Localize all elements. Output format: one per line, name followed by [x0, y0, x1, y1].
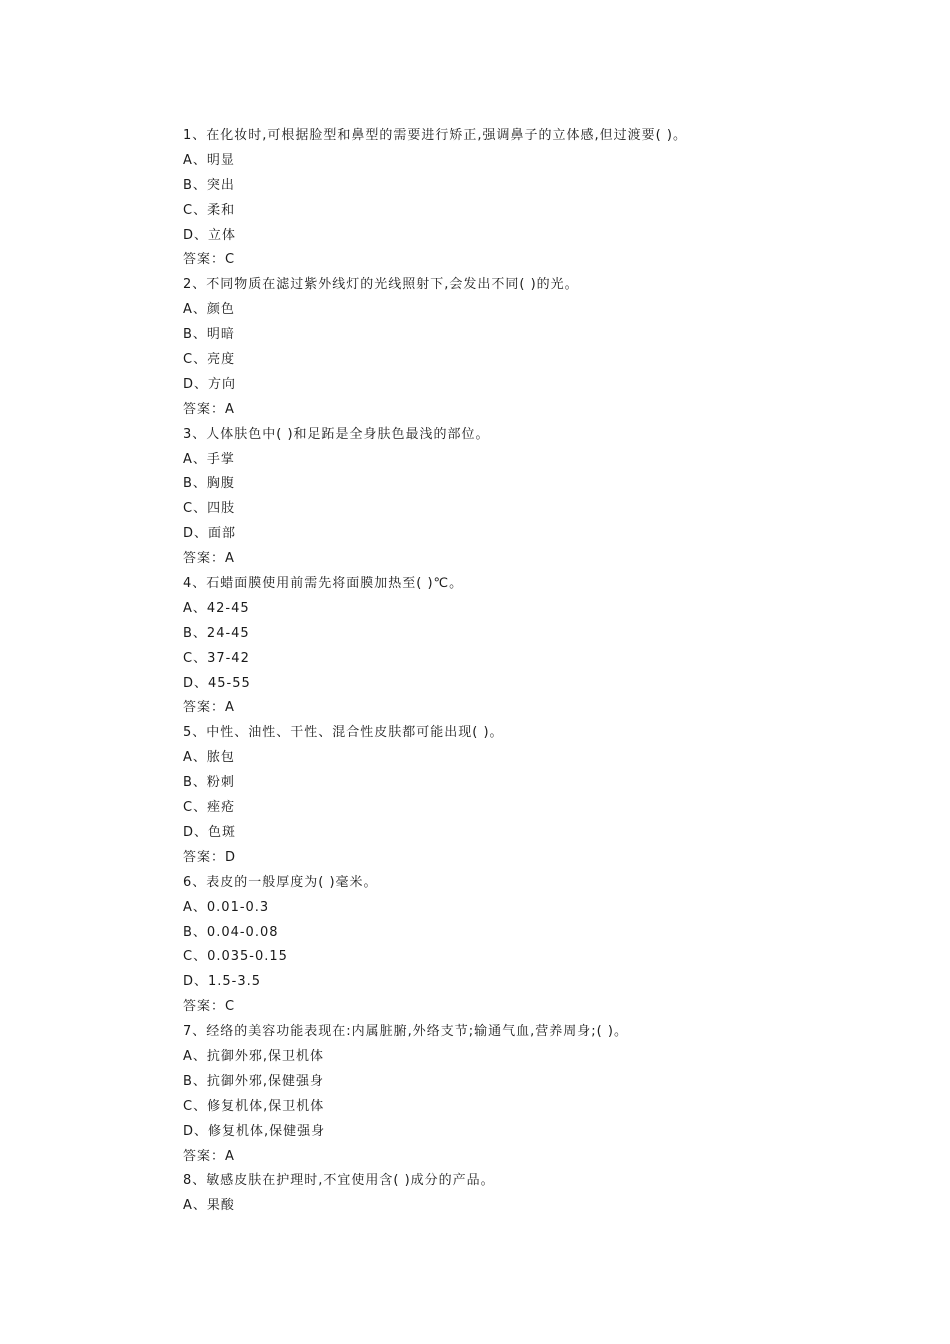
- question-3-option-c: C、四肢: [183, 501, 236, 517]
- question-6-answer: 答案：C: [183, 999, 236, 1015]
- question-7-option-d: D、修复机体,保健强身: [183, 1123, 326, 1139]
- question-1-option-c: C、柔和: [183, 202, 236, 218]
- question-7-option-b: B、抗御外邪,保健强身: [183, 1073, 325, 1089]
- question-7-text: 7、经络的美容功能表现在:内属脏腑,外络支节;输通气血,营养周身;( )。: [183, 1024, 628, 1040]
- question-2-option-d: D、方向: [183, 376, 237, 392]
- question-1-option-d: D、立体: [183, 227, 237, 243]
- question-1-option-b: B、突出: [183, 177, 235, 193]
- question-2-option-a: A、颜色: [183, 302, 235, 318]
- question-1-option-a: A、明显: [183, 152, 235, 168]
- question-3-option-d: D、面部: [183, 526, 237, 542]
- question-6-option-d: D、1.5-3.5: [183, 974, 262, 990]
- question-3-option-b: B、胸腹: [183, 476, 235, 492]
- question-6-option-b: B、0.04-0.08: [183, 924, 279, 940]
- question-1-answer: 答案：C: [183, 252, 236, 268]
- question-list: [183, 124, 823, 1219]
- question-5-text: 5、中性、油性、干性、混合性皮肤都可能出现( )。: [183, 725, 504, 741]
- question-4-answer: 答案：A: [183, 700, 235, 716]
- question-4-option-d: D、45-55: [183, 675, 251, 691]
- question-2-option-c: C、亮度: [183, 352, 236, 368]
- question-5-answer: 答案：D: [183, 849, 237, 865]
- question-3-text: 3、人体肤色中( )和足跖是全身肤色最浅的部位。: [183, 426, 490, 442]
- question-4-text: 4、石蜡面膜使用前需先将面膜加热至( )℃。: [183, 576, 464, 592]
- question-6-text: 6、表皮的一般厚度为( )毫米。: [183, 874, 378, 890]
- question-3-answer: 答案：A: [183, 551, 235, 567]
- question-5-option-d: D、色斑: [183, 824, 237, 840]
- question-7-option-c: C、修复机体,保卫机体: [183, 1098, 325, 1114]
- question-2-text: 2、不同物质在滤过紫外线灯的光线照射下,会发出不同( )的光。: [183, 277, 579, 293]
- question-6-option-a: A、0.01-0.3: [183, 899, 270, 915]
- question-7-answer: 答案：A: [183, 1148, 235, 1164]
- question-8-text: 8、敏感皮肤在护理时,不宜使用含( )成分的产品。: [183, 1173, 495, 1189]
- question-8-option-a: A、果酸: [183, 1198, 235, 1214]
- question-2-option-b: B、明暗: [183, 327, 235, 343]
- question-4-option-a: A、42-45: [183, 600, 250, 616]
- question-1-text: 1、在化妆时,可根据脸型和鼻型的需要进行矫正,强调鼻子的立体感,但过渡要( )。: [183, 128, 687, 143]
- question-4-option-b: B、24-45: [183, 625, 250, 641]
- question-2-answer: 答案：A: [183, 401, 235, 417]
- question-7-option-a: A、抗御外邪,保卫机体: [183, 1048, 325, 1064]
- question-5-option-b: B、粉刺: [183, 775, 235, 791]
- question-3-option-a: A、手掌: [183, 451, 235, 467]
- question-5-option-a: A、脓包: [183, 750, 235, 766]
- question-6-option-c: C、0.035-0.15: [183, 949, 288, 965]
- question-5-option-c: C、痤疮: [183, 800, 236, 816]
- question-4-option-c: C、37-42: [183, 650, 250, 666]
